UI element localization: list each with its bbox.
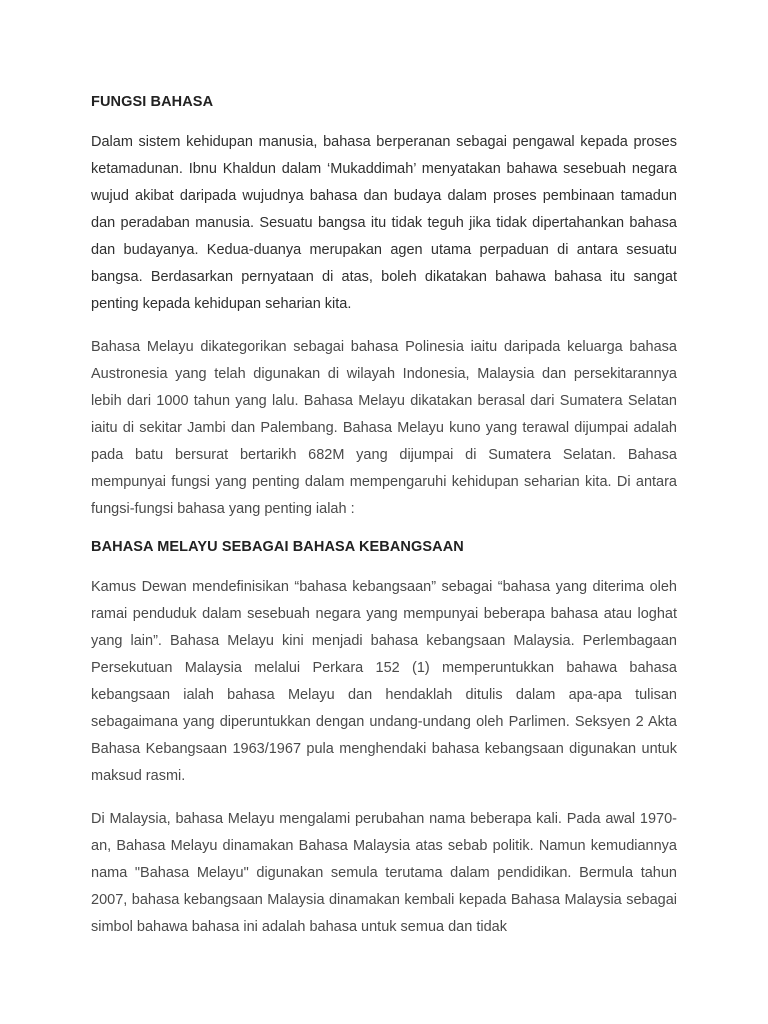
paragraph-3: Kamus Dewan mendefinisikan “bahasa kebangsaan” sebagai “bahasa yang diterima oleh ramai penduduk dalam sesebuah negara yang mempunyai beberapa bahasa atau loghat yang lain”. Bahasa Melayu kini menjadi bahasa kebangsaan Malaysia. Perlembagaan Persekutuan Malaysia melalui Perkara 152 (1) memperuntukkan bahawa bahasa kebangsaan ialah bahasa Melayu dan hendaklah ditulis dalam apa-apa tulisan sebagaimana yang diperuntukkan dengan undang-undang oleh Parlimen. Seksyen 2 Akta Bahasa Kebangsaan 1963/1967 pula menghendaki bahasa kebangsaan digunakan untuk maksud rasmi. (91, 579, 677, 784)
section-heading: BAHASA MELAYU SEBAGAI BAHASA KEBANGSAAN (91, 539, 464, 555)
paragraph-1: Dalam sistem kehidupan manusia, bahasa berperanan sebagai pengawal kepada proses ketamadunan. Ibnu Khaldun dalam ‘Mukaddimah’ menyatakan bahawa sesebuah negara wujud akibat daripada wujudnya bahasa dan budaya dalam proses pembinaan tamadun dan peradaban manusia. Sesuatu bangsa itu tidak teguh jika tidak dipertahankan bahasa dan budayanya. Kedua-duanya merupakan agen utama perpaduan di antara sesuatu bangsa. Berdasarkan pernyataan di atas, boleh dikatakan bahawa bahasa itu sangat penting kepada kehidupan seharian kita. (91, 134, 677, 312)
document-body (91, 94, 677, 957)
paragraph-2: Bahasa Melayu dikategorikan sebagai bahasa Polinesia iaitu daripada keluarga bahasa Austronesia yang telah digunakan di wilayah Indonesia, Malaysia dan persekitarannya lebih dari 1000 tahun yang lalu. Bahasa Melayu dikatakan berasal dari Sumatera Selatan iaitu di sekitar Jambi dan Palembang. Bahasa Melayu kuno yang terawal dijumpai adalah pada batu bersurat bertarikh 682M yang dijumpai di Sumatera Selatan. Bahasa mempunyai fungsi yang penting dalam mempengaruhi kehidupan seharian kita. Di antara fungsi-fungsi bahasa yang penting ialah : (91, 339, 677, 517)
paragraph-4: Di Malaysia, bahasa Melayu mengalami perubahan nama beberapa kali. Pada awal 1970-an, Bahasa Melayu dinamakan Bahasa Malaysia atas sebab politik. Namun kemudiannya nama "Bahasa Melayu" digunakan semula terutama dalam pendidikan. Bermula tahun 2007, bahasa kebangsaan Malaysia dinamakan kembali kepada Bahasa Malaysia sebagai simbol bahawa bahasa ini adalah bahasa untuk semua dan tidak (91, 811, 677, 935)
document-title: FUNGSI BAHASA (91, 94, 214, 110)
